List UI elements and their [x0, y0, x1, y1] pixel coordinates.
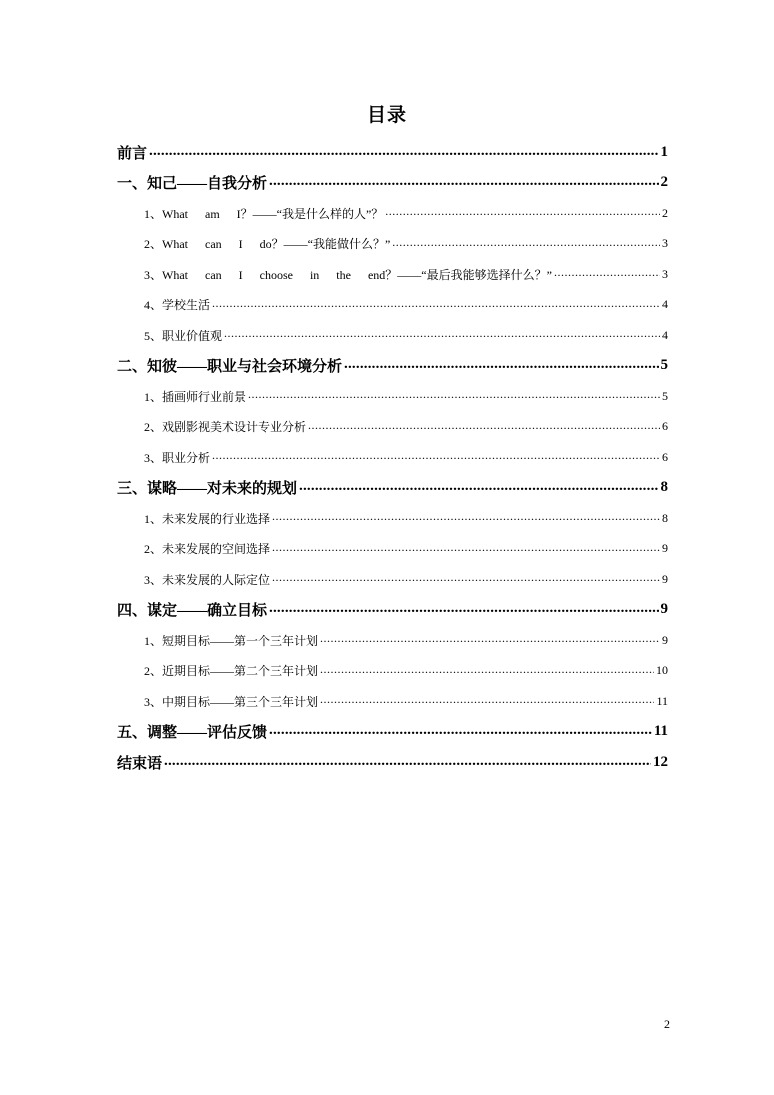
toc-entry-page: 2	[662, 205, 668, 220]
toc-entry-preface[interactable]	[117, 137, 668, 168]
dot-leader	[392, 238, 660, 250]
toc-entry-page: 9	[662, 541, 668, 556]
toc-entry-page: 11	[653, 723, 668, 740]
toc-entry-page: 4	[662, 297, 668, 312]
toc-entry-chapter-1[interactable]	[117, 168, 668, 199]
toc-entry-1-3[interactable]	[117, 259, 668, 290]
toc-entry-label: 1、未来发展的行业选择	[144, 511, 271, 526]
toc-entry-page: 6	[662, 419, 668, 434]
dot-leader	[248, 390, 660, 402]
toc-entry-page: 1	[660, 143, 668, 160]
dot-leader	[212, 451, 660, 463]
toc-entry-label: 2、近期目标——第二个三年计划	[144, 664, 319, 679]
dot-leader	[272, 512, 660, 524]
dot-leader	[269, 602, 658, 617]
toc-entry-label: 二、知彼——职业与社会环境分析	[117, 359, 343, 376]
toc-entry-page: 3	[662, 236, 668, 251]
dot-leader	[320, 665, 654, 677]
toc-entry-conclusion[interactable]	[117, 747, 668, 778]
toc-entry-1-5[interactable]	[117, 320, 668, 351]
toc-entry-page: 12	[653, 753, 668, 770]
toc-entry-2-1[interactable]	[117, 381, 668, 412]
toc-entry-page: 5	[662, 388, 668, 403]
toc-entry-label: 2、戏剧影视美术设计专业分析	[144, 420, 307, 435]
dot-leader	[308, 421, 660, 433]
page-number: 2	[664, 1017, 670, 1031]
toc-entry-label: 2、What can I do？——“我能做什么？”	[144, 237, 391, 252]
dot-leader	[344, 358, 658, 373]
toc-entry-label: 结束语	[117, 755, 163, 772]
toc-entry-3-3[interactable]	[117, 564, 668, 595]
toc-entry-page: 9	[662, 632, 668, 647]
toc-entry-label: 2、未来发展的空间选择	[144, 542, 271, 557]
toc-entry-page: 5	[660, 357, 668, 374]
toc-entry-3-1[interactable]	[117, 503, 668, 534]
dot-leader	[385, 207, 660, 219]
dot-leader	[554, 268, 660, 280]
toc-entry-page: 11	[656, 693, 668, 708]
toc-entry-label: 三、谋略——对未来的规划	[117, 481, 298, 498]
toc-entry-page: 8	[662, 510, 668, 525]
dot-leader	[272, 573, 660, 585]
toc-entry-label: 3、职业分析	[144, 450, 211, 465]
dot-leader	[149, 145, 658, 160]
toc-entry-1-4[interactable]	[117, 290, 668, 321]
dot-leader	[212, 299, 660, 311]
dot-leader	[320, 695, 654, 707]
dot-leader	[272, 543, 660, 555]
dot-leader	[164, 755, 651, 770]
toc-entry-chapter-2[interactable]	[117, 351, 668, 382]
toc-entry-chapter-4[interactable]	[117, 595, 668, 626]
toc-entry-2-3[interactable]	[117, 442, 668, 473]
dot-leader	[269, 175, 658, 190]
toc-entry-chapter-5[interactable]	[117, 717, 668, 748]
table-of-contents	[117, 137, 668, 778]
toc-entry-label: 五、调整——评估反馈	[117, 725, 268, 742]
toc-entry-label: 1、What am I？——“我是什么样的人”？	[144, 206, 384, 221]
toc-entry-page: 6	[662, 449, 668, 464]
toc-entry-1-2[interactable]	[117, 229, 668, 260]
toc-entry-label: 3、未来发展的人际定位	[144, 572, 271, 587]
toc-entry-3-2[interactable]	[117, 534, 668, 565]
dot-leader	[299, 480, 658, 495]
toc-entry-label: 3、What can I choose in the end？——“最后我能够选择什么？”	[144, 267, 552, 282]
toc-entry-4-1[interactable]	[117, 625, 668, 656]
toc-entry-page: 10	[656, 663, 668, 678]
toc-entry-2-2[interactable]	[117, 412, 668, 443]
toc-entry-page: 2	[660, 174, 668, 191]
toc-title: 目录	[366, 105, 407, 126]
toc-entry-page: 9	[662, 571, 668, 586]
toc-entry-chapter-3[interactable]	[117, 473, 668, 504]
toc-entry-1-1[interactable]	[117, 198, 668, 229]
toc-entry-label: 1、插画师行业前景	[144, 389, 247, 404]
toc-entry-label: 一、知己——自我分析	[117, 176, 268, 193]
toc-entry-page: 3	[662, 266, 668, 281]
toc-entry-label: 5、职业价值观	[144, 328, 223, 343]
toc-entry-page: 9	[660, 601, 668, 618]
dot-leader	[224, 329, 660, 341]
dot-leader	[320, 634, 660, 646]
toc-entry-label: 前言	[117, 145, 148, 162]
dot-leader	[269, 724, 652, 739]
toc-entry-page: 4	[662, 327, 668, 342]
toc-entry-label: 1、短期目标——第一个三年计划	[144, 633, 319, 648]
toc-entry-label: 3、中期目标——第三个三年计划	[144, 694, 319, 709]
toc-entry-page: 8	[660, 479, 668, 496]
toc-entry-4-2[interactable]	[117, 656, 668, 687]
toc-entry-label: 四、谋定——确立目标	[117, 603, 268, 620]
toc-entry-label: 4、学校生活	[144, 298, 211, 313]
toc-entry-4-3[interactable]	[117, 686, 668, 717]
